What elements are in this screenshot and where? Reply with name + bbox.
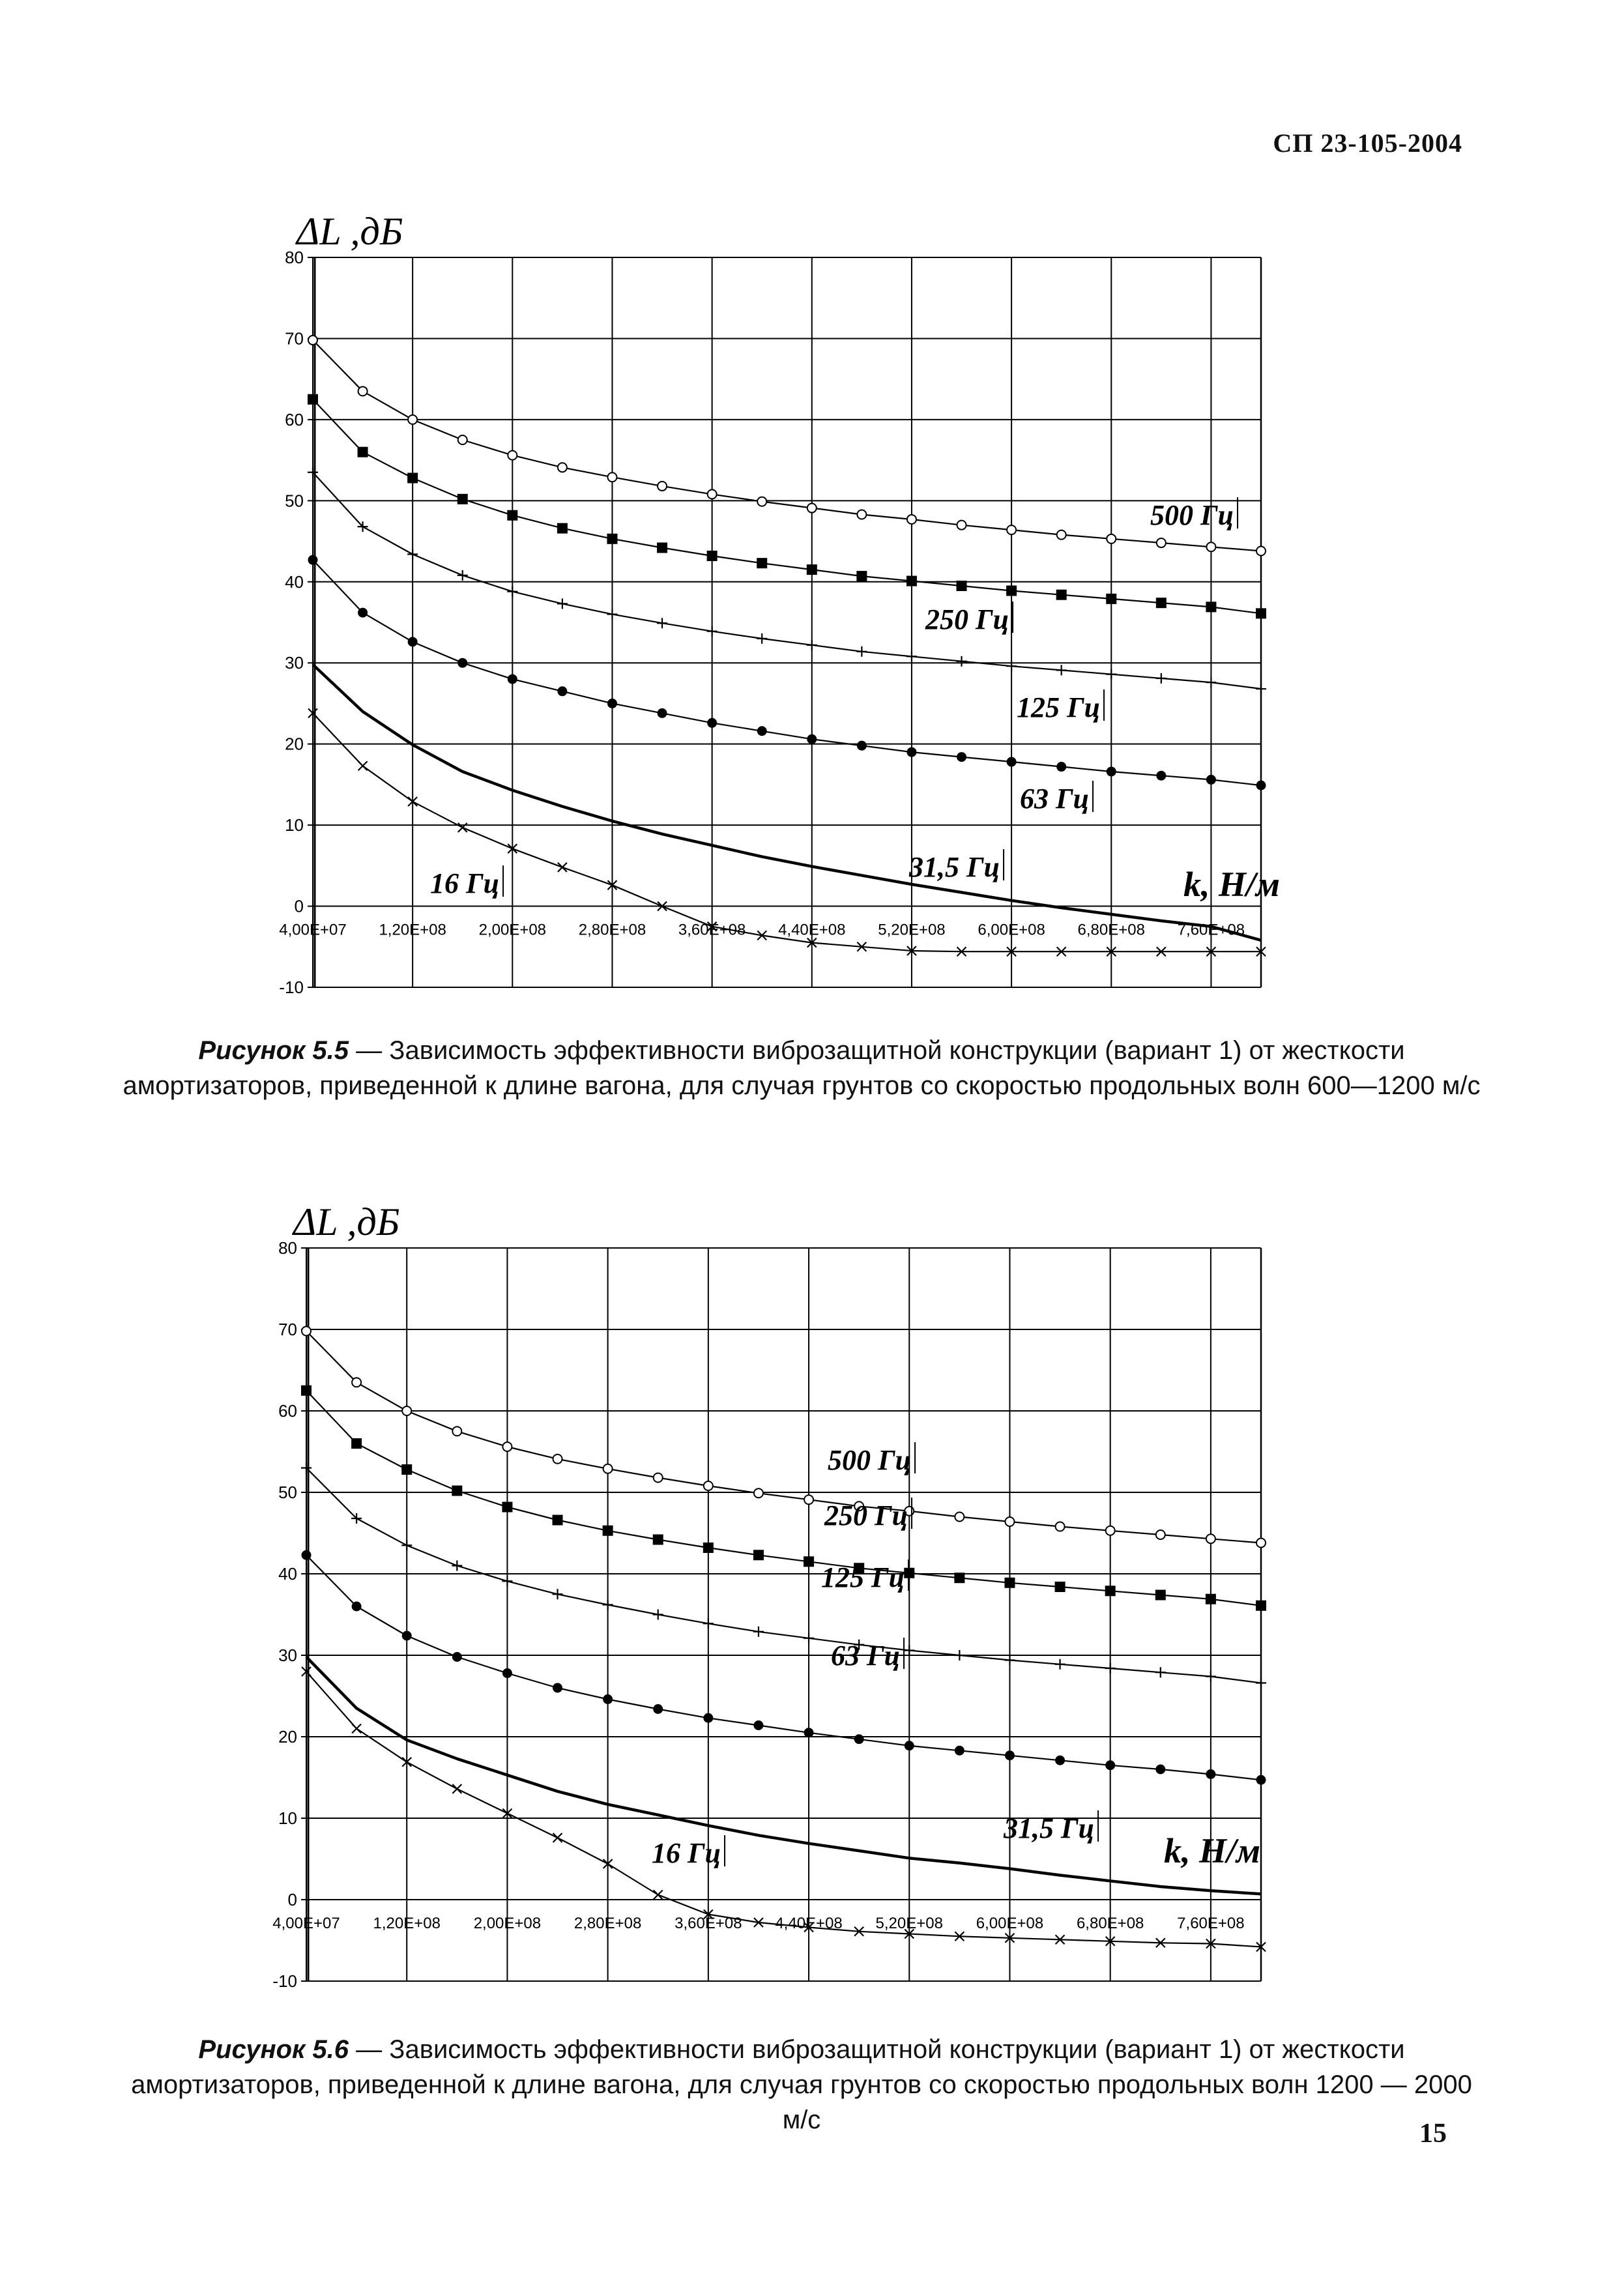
data-point [1057, 530, 1066, 540]
y-tick-label: -10 [279, 978, 304, 997]
series-125-гц [308, 467, 1266, 723]
series-line [306, 1672, 1261, 1947]
x-tick-label: 7,60E+08 [1177, 1915, 1245, 1932]
x-tick-label: 4,40E+08 [778, 921, 846, 939]
data-point [804, 1495, 813, 1504]
y-tick-label: -10 [272, 1971, 297, 1991]
data-point [906, 651, 917, 661]
series-label: 250 Гц [925, 603, 1009, 635]
data-point [955, 1513, 964, 1522]
series-line [306, 1468, 1261, 1683]
series-label: 31,5 Гц [909, 851, 1000, 883]
data-point [703, 1543, 714, 1553]
data-point [657, 618, 667, 628]
series-label: 500 Гц [1150, 499, 1234, 531]
data-point [1106, 669, 1116, 680]
series-63-гц [308, 555, 1266, 815]
data-point [358, 386, 368, 396]
data-point [1256, 608, 1266, 618]
data-point [553, 1683, 562, 1693]
series-500-гц [308, 336, 1266, 556]
series-label: 63 Гц [1020, 783, 1090, 815]
grid-lines [306, 1248, 1261, 1981]
data-point [358, 761, 368, 770]
data-point [957, 581, 967, 591]
data-point [502, 1668, 512, 1678]
chart-5-6-svg [248, 1140, 1356, 1994]
data-point [402, 1406, 411, 1415]
data-point [1106, 594, 1116, 604]
data-point [302, 1550, 312, 1560]
figure-5-5-caption [117, 1033, 1486, 1103]
data-point [351, 1438, 362, 1449]
x-tick-label: 5,20E+08 [875, 1915, 943, 1932]
series-label: 31,5 Гц [1004, 1812, 1095, 1844]
data-point [401, 1540, 412, 1550]
data-point [954, 1573, 964, 1583]
series-label: 250 Гц [824, 1500, 908, 1531]
data-point [1105, 1760, 1115, 1770]
data-point [557, 523, 568, 534]
data-point [1256, 546, 1266, 555]
y-tick-label: 60 [278, 1401, 297, 1421]
data-point [502, 1576, 512, 1586]
data-point [957, 752, 966, 762]
data-point [553, 1589, 563, 1599]
data-point [1155, 1590, 1166, 1601]
data-point [407, 472, 418, 483]
page-number: 15 [1419, 2119, 1447, 2149]
caption-label: Рисунок 5.5 [198, 1036, 349, 1065]
y-tick-label: 50 [285, 491, 304, 511]
y-tick-label: 40 [285, 572, 304, 592]
data-point [1156, 598, 1167, 608]
data-point [707, 551, 718, 561]
data-point [457, 658, 467, 668]
x-axis-title: k, Н/м [1164, 1831, 1260, 1870]
data-point [1105, 1586, 1116, 1596]
x-tick-label: 3,60E+08 [678, 921, 746, 939]
y-tick-label: 80 [278, 1238, 297, 1258]
y-tick-label: 80 [285, 248, 304, 267]
data-point [352, 1724, 361, 1733]
data-point [757, 497, 766, 506]
data-point [1206, 1594, 1216, 1604]
data-point [807, 504, 817, 513]
series-label: 500 Гц [828, 1444, 912, 1476]
data-point [1005, 1517, 1014, 1526]
figure-5-5-chart [248, 163, 1356, 997]
y-tick-label: 0 [294, 896, 304, 916]
y-tick-label: 40 [278, 1564, 297, 1584]
data-point [607, 609, 617, 620]
data-point [402, 1631, 412, 1641]
data-point [457, 570, 468, 581]
data-point [707, 718, 717, 728]
data-point [955, 1746, 964, 1756]
data-point [1007, 757, 1017, 767]
data-point [1256, 684, 1266, 694]
series-500-гц [302, 1327, 1266, 1548]
data-point [452, 1486, 462, 1496]
data-point [1206, 1672, 1216, 1682]
data-point [957, 656, 967, 667]
figure-5-6-chart [248, 1140, 1356, 1994]
y-tick-label: 10 [278, 1808, 297, 1828]
data-point [1055, 1582, 1066, 1592]
series-label: 16 Гц [430, 867, 500, 899]
data-point [553, 1515, 563, 1526]
x-tick-label: 3,60E+08 [674, 1915, 742, 1932]
data-point [603, 1600, 613, 1610]
data-point [1105, 1663, 1116, 1674]
data-point [1056, 762, 1066, 772]
data-point [603, 1464, 613, 1473]
data-point [1206, 1534, 1215, 1543]
y-tick-label: 20 [278, 1727, 297, 1746]
data-point [1005, 1750, 1015, 1760]
data-point [1256, 1601, 1266, 1611]
data-point [1157, 538, 1166, 547]
data-point [857, 510, 866, 519]
caption-text: Зависимость эффективности виброзащитной конструкции (вариант 1) от жесткости амортизаторов, приведенной к длине вагона, для случая грунтов со скоростью продольных волн 600—1200 м/с [123, 1036, 1481, 1100]
series-31-5-гц [306, 1657, 1261, 1894]
y-tick-label: 70 [285, 328, 304, 349]
series-250-гц [308, 394, 1266, 635]
data-point [452, 1652, 462, 1662]
document-code: СП 23-105-2004 [1273, 128, 1462, 158]
data-point [358, 447, 368, 457]
data-point [1107, 766, 1116, 776]
data-point [558, 463, 567, 472]
data-point [302, 1327, 311, 1336]
data-point [407, 549, 418, 559]
data-point [757, 726, 767, 736]
data-point [704, 1481, 713, 1490]
data-point [1055, 1756, 1065, 1765]
data-point [905, 1741, 914, 1750]
data-point [452, 1561, 462, 1571]
data-point [753, 1720, 763, 1730]
data-point [807, 640, 817, 650]
data-point [1155, 1667, 1166, 1677]
data-point [757, 558, 767, 568]
data-point [807, 564, 817, 575]
y-tick-label: 0 [287, 1890, 297, 1909]
y-tick-label: 30 [285, 653, 304, 673]
data-point [804, 1556, 814, 1567]
data-point [658, 482, 667, 491]
data-point [1256, 1539, 1266, 1548]
data-point [557, 598, 568, 609]
data-point [507, 510, 517, 521]
data-point [1056, 665, 1067, 675]
data-point [1156, 673, 1167, 684]
x-axis-title: k, Н/м [1183, 865, 1280, 904]
y-tick-label: 20 [285, 734, 304, 754]
data-point [1056, 590, 1067, 600]
data-point [854, 1734, 864, 1744]
caption-label: Рисунок 5.6 [198, 2035, 349, 2064]
y-tick-label: 10 [285, 815, 304, 835]
data-point [308, 394, 318, 405]
x-tick-label: 1,20E+08 [373, 1915, 441, 1932]
data-point [1156, 771, 1166, 781]
data-point [654, 1473, 663, 1483]
x-tick-label: 6,80E+08 [1076, 1915, 1144, 1932]
data-point [1206, 775, 1216, 785]
data-point [1206, 601, 1216, 612]
data-point [301, 1385, 312, 1396]
data-point [1056, 1522, 1065, 1531]
y-tick-label: 50 [278, 1483, 297, 1502]
data-point [452, 1427, 461, 1436]
data-point [352, 1378, 361, 1387]
data-point [1106, 1526, 1115, 1535]
y-tick-label: 70 [278, 1320, 297, 1339]
data-point [607, 699, 617, 708]
x-tick-label: 4,00E+07 [272, 1915, 340, 1932]
series-16-гц [302, 1667, 1266, 1952]
series-line [313, 340, 1261, 551]
data-point [1055, 1659, 1066, 1670]
data-point [553, 1833, 562, 1842]
data-point [957, 521, 966, 530]
data-point [1206, 677, 1216, 688]
data-point [603, 1694, 613, 1704]
data-point [308, 336, 317, 345]
data-point [458, 823, 467, 832]
x-tick-label: 2,80E+08 [573, 1915, 642, 1932]
data-point [1004, 1655, 1015, 1666]
data-point [857, 741, 867, 751]
series-label: 63 Гц [831, 1640, 901, 1672]
data-point [557, 686, 567, 696]
series-line [306, 1555, 1261, 1780]
figure-5-6-caption [117, 2032, 1486, 2138]
data-point [507, 587, 517, 597]
data-point [804, 1633, 814, 1644]
data-point [1256, 1678, 1266, 1689]
x-tick-label: 5,20E+08 [878, 921, 946, 939]
data-point [1256, 1775, 1266, 1785]
data-point [408, 415, 417, 424]
data-point [408, 637, 418, 646]
data-point [653, 1704, 663, 1714]
x-tick-label: 6,00E+08 [976, 1915, 1044, 1932]
data-point [308, 555, 318, 565]
x-tick-label: 4,00E+07 [279, 921, 347, 939]
series-line [313, 560, 1261, 785]
data-point [358, 608, 368, 618]
data-point [1107, 534, 1116, 544]
data-point [703, 1713, 713, 1723]
data-point [558, 863, 567, 872]
series-63-гц [302, 1550, 1266, 1785]
caption-dash: — [349, 2035, 390, 2064]
data-point [753, 1550, 764, 1560]
data-point [954, 1650, 964, 1660]
data-point [856, 646, 867, 657]
series-16-гц [308, 708, 1266, 956]
data-point [1007, 525, 1016, 534]
data-point [508, 674, 517, 684]
data-point [907, 515, 916, 524]
y-tick-label: 60 [285, 409, 304, 429]
caption-text: Зависимость эффективности виброзащитной конструкции (вариант 1) от жесткости амортизаторов, приведенной к длине вагона, для случая грунтов со скоростью продольных волн 1200 — 2000 м/с [131, 2035, 1472, 2134]
data-point [1206, 542, 1215, 551]
data-point [1006, 585, 1017, 596]
data-point [856, 571, 867, 581]
data-point [401, 1464, 412, 1475]
data-point [754, 1488, 763, 1498]
data-point [804, 1728, 814, 1737]
data-point [906, 747, 916, 757]
series-label: 125 Гц [1017, 691, 1101, 723]
data-point [904, 1568, 914, 1578]
data-point [653, 1610, 663, 1620]
data-point [1206, 1769, 1215, 1779]
data-point [502, 1502, 512, 1513]
series-line [306, 1657, 1261, 1894]
series-label: 125 Гц [821, 1561, 905, 1593]
series-250-гц [301, 1385, 1266, 1611]
data-point [708, 489, 717, 499]
data-point [1256, 781, 1266, 790]
data-point [607, 534, 617, 544]
data-point [654, 1891, 663, 1900]
y-axis-title: ΔL ,дБ [297, 210, 403, 253]
data-point [1004, 1578, 1015, 1588]
data-point [1155, 1765, 1165, 1775]
y-tick-label: 30 [278, 1645, 297, 1665]
data-point [603, 1526, 613, 1536]
data-point [458, 435, 467, 444]
data-point [807, 734, 817, 744]
data-point [906, 576, 917, 587]
x-tick-label: 6,80E+08 [1077, 921, 1145, 939]
x-tick-label: 1,20E+08 [379, 921, 446, 939]
data-point [904, 1645, 914, 1656]
data-point [452, 1784, 461, 1793]
data-point [457, 494, 468, 504]
data-point [653, 1535, 663, 1545]
data-point [352, 1602, 362, 1612]
x-tick-label: 6,00E+08 [978, 921, 1045, 939]
x-tick-label: 2,00E+08 [473, 1915, 542, 1932]
data-point [607, 472, 616, 482]
series-label: 16 Гц [652, 1837, 721, 1869]
x-tick-label: 2,00E+08 [478, 921, 547, 939]
data-point [657, 543, 667, 553]
chart-5-5-svg [248, 163, 1356, 997]
y-axis-title: ΔL ,дБ [293, 1200, 400, 1243]
data-point [508, 451, 517, 460]
data-point [707, 626, 718, 637]
data-point [1156, 1530, 1165, 1539]
series-line [306, 1331, 1261, 1543]
data-point [658, 708, 667, 718]
data-point [703, 1618, 714, 1629]
caption-dash: — [349, 1036, 390, 1065]
data-point [553, 1455, 562, 1464]
x-tick-label: 4,40E+08 [775, 1915, 843, 1932]
data-point [753, 1627, 764, 1637]
data-point [502, 1442, 512, 1451]
x-tick-label: 2,80E+08 [578, 921, 646, 939]
x-tick-label: 7,60E+08 [1177, 921, 1245, 939]
data-point [757, 633, 767, 644]
